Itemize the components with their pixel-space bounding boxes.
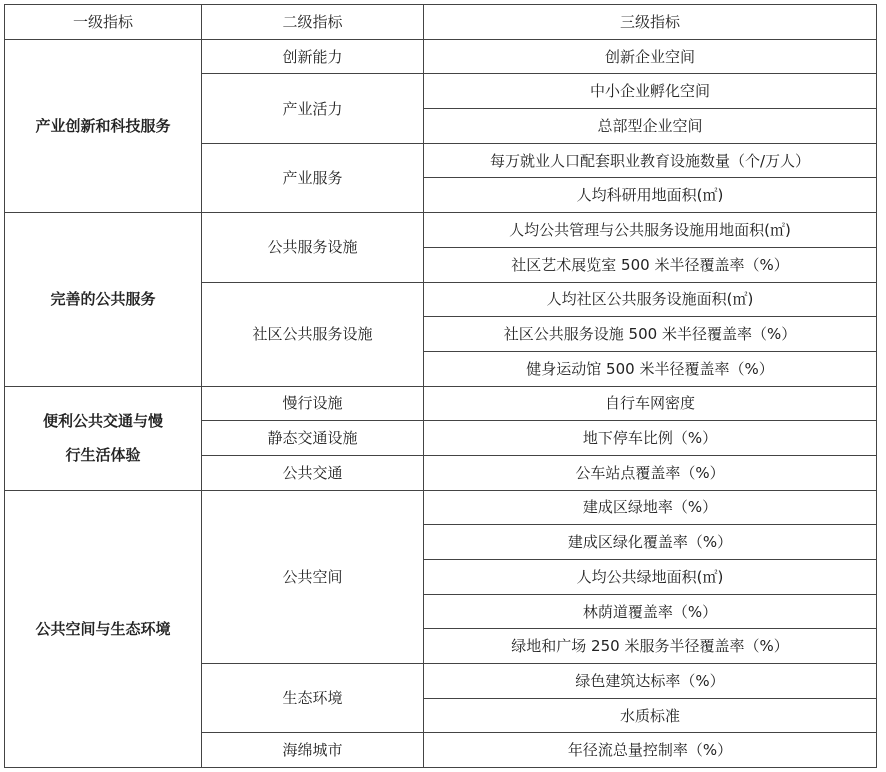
level3-cell: 人均公共绿地面积(㎡): [424, 560, 877, 595]
level3-cell: 建成区绿地率（%）: [424, 490, 877, 525]
header-level3: 三级指标: [424, 5, 877, 40]
indicator-table: [4, 4, 877, 768]
level3-cell: 人均科研用地面积(㎡): [424, 178, 877, 213]
header-level1: 一级指标: [5, 5, 202, 40]
level3-cell: 人均公共管理与公共服务设施用地面积(㎡): [424, 213, 877, 248]
table-row: [5, 386, 877, 421]
level2-cell: 产业活力: [202, 74, 424, 143]
level3-cell: 自行车网密度: [424, 386, 877, 421]
level3-cell: 总部型企业空间: [424, 109, 877, 144]
table-row: [5, 490, 877, 525]
level3-cell: 林荫道覆盖率（%）: [424, 594, 877, 629]
level3-cell: 公车站点覆盖率（%）: [424, 455, 877, 490]
level1-cell: 公共空间与生态环境: [5, 490, 202, 768]
level2-cell: 慢行设施: [202, 386, 424, 421]
level1-cell: 产业创新和科技服务: [5, 39, 202, 212]
level3-cell: 年径流总量控制率（%）: [424, 733, 877, 768]
header-row: [5, 5, 877, 40]
level3-cell: 建成区绿化覆盖率（%）: [424, 525, 877, 560]
level3-cell: 社区公共服务设施 500 米半径覆盖率（%）: [424, 317, 877, 352]
level3-cell: 创新企业空间: [424, 39, 877, 74]
level2-cell: 公共服务设施: [202, 213, 424, 282]
level1-cell: 完善的公共服务: [5, 213, 202, 386]
level3-cell: 社区艺术展览室 500 米半径覆盖率（%）: [424, 247, 877, 282]
level2-cell: 公共空间: [202, 490, 424, 663]
level3-cell: 水质标准: [424, 698, 877, 733]
level2-cell: 产业服务: [202, 143, 424, 212]
level2-cell: 公共交通: [202, 455, 424, 490]
level1-cell: 便利公共交通与慢行生活体验: [5, 386, 202, 490]
level3-cell: 人均社区公共服务设施面积(㎡): [424, 282, 877, 317]
level3-cell: 绿色建筑达标率（%）: [424, 664, 877, 699]
level2-cell: 静态交通设施: [202, 421, 424, 456]
level3-cell: 健身运动馆 500 米半径覆盖率（%）: [424, 351, 877, 386]
level3-cell: 绿地和广场 250 米服务半径覆盖率（%）: [424, 629, 877, 664]
level2-cell: 社区公共服务设施: [202, 282, 424, 386]
level2-cell: 海绵城市: [202, 733, 424, 768]
level2-cell: 创新能力: [202, 39, 424, 74]
table-row: [5, 213, 877, 248]
level3-cell: 中小企业孵化空间: [424, 74, 877, 109]
level3-cell: 地下停车比例（%）: [424, 421, 877, 456]
table-row: [5, 39, 877, 74]
level2-cell: 生态环境: [202, 664, 424, 733]
level3-cell: 每万就业人口配套职业教育设施数量（个/万人）: [424, 143, 877, 178]
header-level2: 二级指标: [202, 5, 424, 40]
